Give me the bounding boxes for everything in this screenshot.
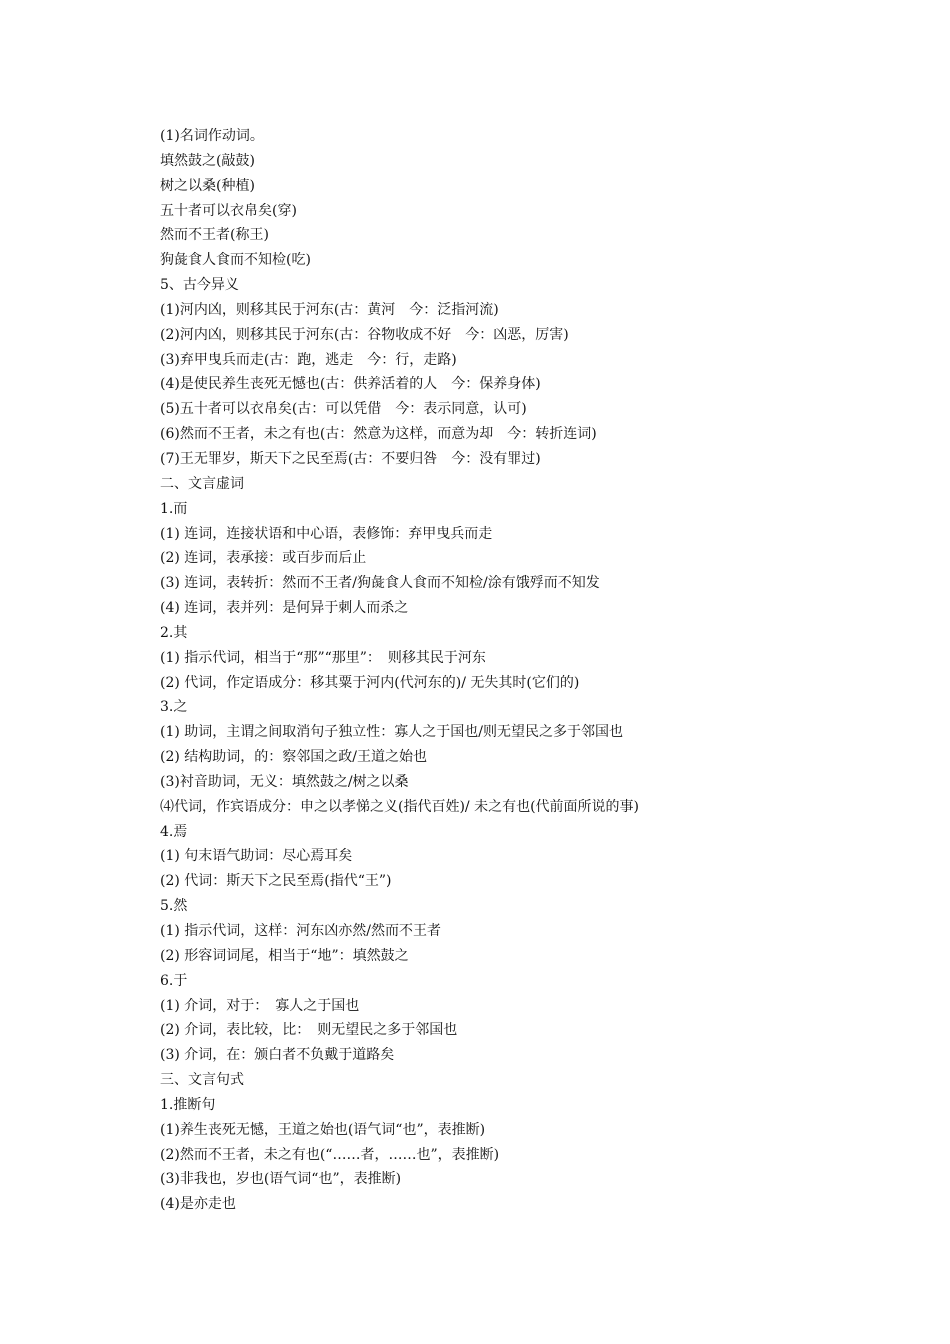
text-line: (1) 句末语气助词：尽心焉耳矣 xyxy=(160,848,353,865)
text-line: (4)是亦走也 xyxy=(160,1196,236,1213)
section-heading: 二、文言虚词 xyxy=(160,475,244,492)
text-line: (1) 介词，对于： 寡人之于国也 xyxy=(160,997,360,1014)
text-line: 狗彘食人食而不知检(吃) xyxy=(160,252,311,269)
text-line: (1)河内凶，则移其民于河东(古：黄河 今：泛指河流) xyxy=(160,301,499,318)
text-line: 然而不王者(称王) xyxy=(160,227,269,244)
text-line: (3) 连词，表转折：然而不王者/狗彘食人食而不知检/涂有饿殍而不知发 xyxy=(160,575,600,592)
subsection-heading: 3.之 xyxy=(160,699,188,716)
section-heading: 三、文言句式 xyxy=(160,1072,244,1089)
text-line: (2) 介词，表比较，比： 则无望民之多于邻国也 xyxy=(160,1022,458,1039)
text-line: (3) 介词，在：颁白者不负戴于道路矣 xyxy=(160,1047,395,1064)
text-line: (2) 代词：斯天下之民至焉(指代“王”) xyxy=(160,873,392,890)
text-line: (5)五十者可以衣帛矣(古：可以凭借 今：表示同意，认可) xyxy=(160,401,527,418)
text-line: (4)是使民养生丧死无憾也(古：供养活着的人 今：保养身体) xyxy=(160,376,541,393)
text-line: 填然鼓之(敲鼓) xyxy=(160,152,255,169)
text-line: (2) 代词，作定语成分：移其粟于河内(代河东的)/ 无失其时(它们的) xyxy=(160,674,580,691)
subsection-heading: 6.于 xyxy=(160,972,188,989)
subsection-heading: 5.然 xyxy=(160,898,188,915)
section-heading: 5、古今异义 xyxy=(160,277,239,294)
text-line: (4) 连词，表并列：是何异于刺人而杀之 xyxy=(160,600,409,617)
text-line: ⑷代词，作宾语成分：申之以孝悌之义(指代百姓)/ 未之有也(代前面所说的事) xyxy=(160,798,640,815)
text-line: (1) 指示代词，相当于“那”“那里”： 则移其民于河东 xyxy=(160,649,486,666)
subsection-heading: 4.焉 xyxy=(160,823,188,840)
text-line: (1)养生丧死无憾，王道之始也(语气词“也”，表推断) xyxy=(160,1121,486,1138)
text-line: (2)河内凶，则移其民于河东(古：谷物收成不好 今：凶恶，厉害) xyxy=(160,326,569,343)
text-line: (2) 连词，表承接：或百步而后止 xyxy=(160,550,367,567)
text-line: (6)然而不王者，未之有也(古：然意为这样，而意为却 今：转折连词) xyxy=(160,426,597,443)
text-line: (2)然而不王者，未之有也(“……者，……也”，表推断) xyxy=(160,1146,500,1163)
text-line: (1) 连词，连接状语和中心语，表修饰：弃甲曳兵而走 xyxy=(160,525,493,542)
subsection-heading: 1.推断句 xyxy=(160,1096,216,1113)
text-line: (3)衬音助词，无义：填然鼓之/树之以桑 xyxy=(160,773,409,790)
text-line: (1) 指示代词，这样：河东凶亦然/然而不王者 xyxy=(160,923,441,939)
document-body xyxy=(160,124,920,1217)
text-line: (2) 形容词词尾，相当于“地”：填然鼓之 xyxy=(160,947,409,964)
subsection-heading: 1.而 xyxy=(160,500,188,517)
subsection-heading: 2.其 xyxy=(160,624,188,641)
text-line: (1)名词作动词。 xyxy=(160,128,264,144)
text-line: 五十者可以衣帛矣(穿) xyxy=(160,202,297,219)
text-line: (3)弃甲曳兵而走(古：跑，逃走 今：行，走路) xyxy=(160,351,457,368)
text-line: (7)王无罪岁，斯天下之民至焉(古：不要归咎 今：没有罪过) xyxy=(160,450,541,467)
text-line: (2) 结构助词，的：察邻国之政/王道之始也 xyxy=(160,749,427,766)
text-line: (1) 助词，主谓之间取消句子独立性：寡人之于国也/则无望民之多于邻国也 xyxy=(160,724,623,741)
text-line: 树之以桑(种植) xyxy=(160,177,255,194)
text-line: (3)非我也，岁也(语气词“也”，表推断) xyxy=(160,1171,402,1188)
